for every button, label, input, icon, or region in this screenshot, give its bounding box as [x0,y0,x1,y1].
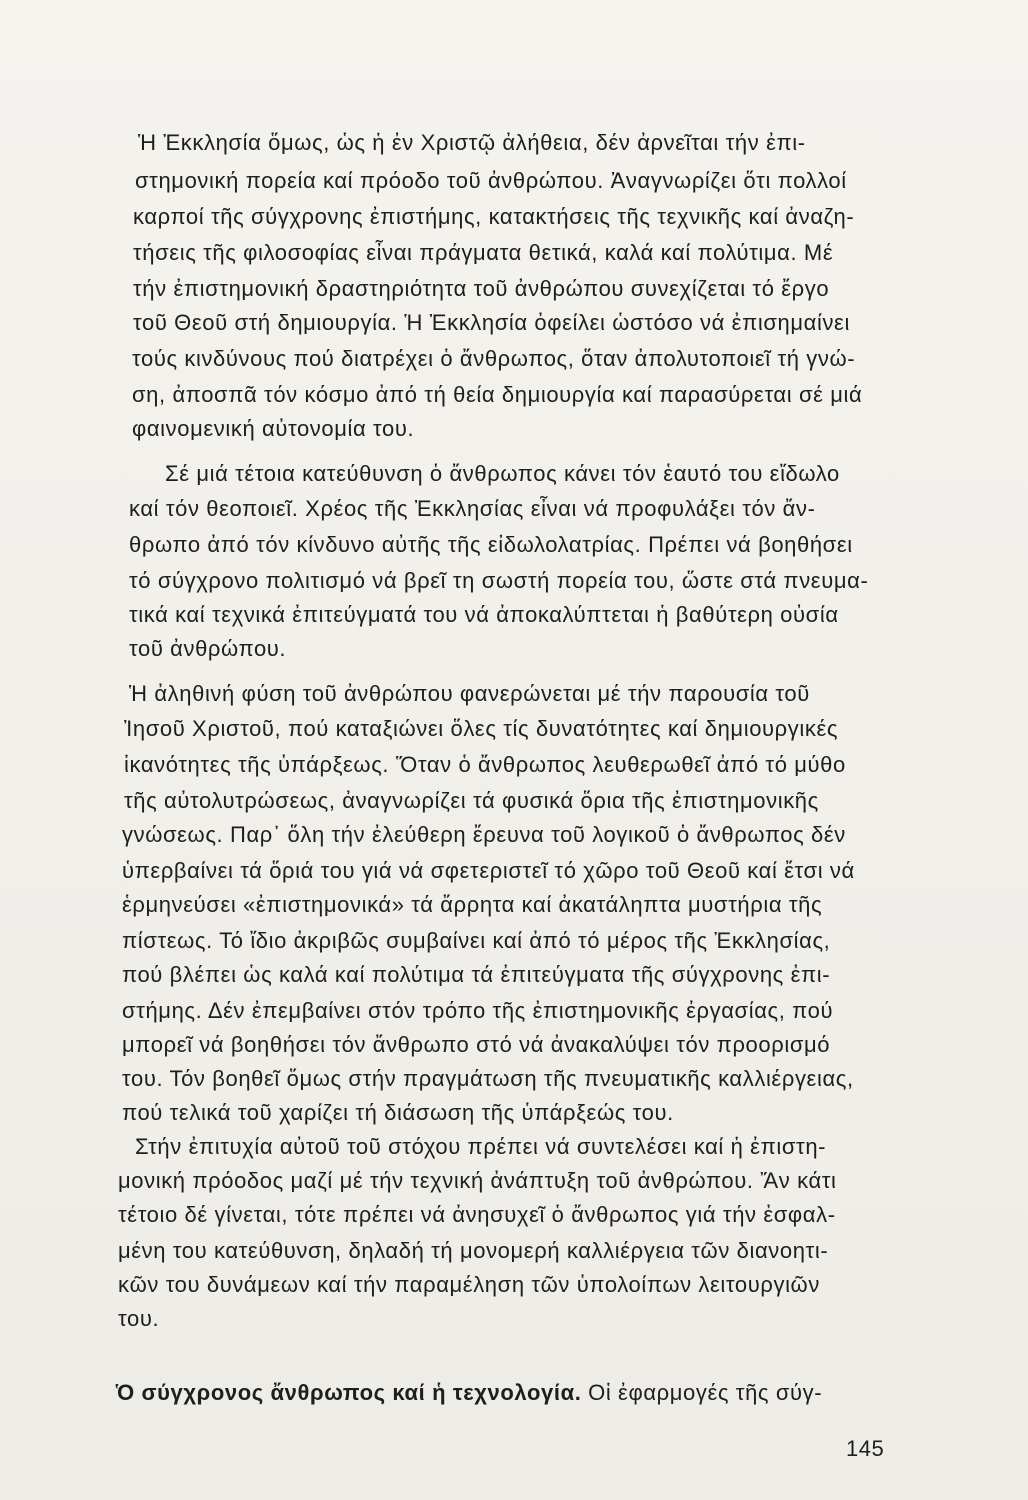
line-text: τούς κινδύνους πού διατρέχει ὁ ἄνθρωπος, ὅταν ἀπολυτοποιεῖ τή γνώ- [132,346,856,371]
line-text: πίστεως. Τό ἴδιο ἀκριβῶς συμβαίνει καί ἀπό τό μέρος τῆς Ἐκκλησίας, [122,928,831,953]
line-text: τοῦ ἀνθρώπου. [129,636,287,661]
line-text: στημονική πορεία καί πρόοδο τοῦ ἀνθρώπου. Ἀναγνωρίζει ὅτι πολλοί [135,168,847,193]
line-text: Ἰησοῦ Χριστοῦ, πού καταξιώνει ὅλες τίς δυνατότητες καί δημιουργικές [124,716,839,741]
line-text: τικά καί τεχνικά ἐπιτεύγματά του νά ἀποκαλύπτεται ἡ βαθύτερη οὐσία [129,602,839,627]
line-text: Στήν ἐπιτυχία αὐτοῦ τοῦ στόχου πρέπει νά συντελέσει καί ἡ ἐπιστη- [135,1134,827,1159]
line-text: κῶν του δυνάμεων καί τήν παραμέληση τῶν ὑπολοίπων λειτουργιῶν [118,1272,820,1297]
line-text: μένη του κατεύθυνση, δηλαδή τή μονομερή καλλιέργεια τῶν διανοητι- [118,1238,829,1263]
line-text: τοῦ Θεοῦ στή δημιουργία. Ἡ Ἐκκλησία ὀφείλει ὡστόσο νά ἐπισημαίνει [133,310,850,335]
line-text: Ἡ Ἐκκλησία ὅμως, ὡς ἡ ἐν Χριστῷ ἀλήθεια, δέν ἀρνεῖται τήν ἐπι- [138,130,806,155]
line-text: πού τελικά τοῦ χαρίζει τή διάσωση τῆς ὑπάρξεώς του. [122,1100,674,1125]
line-text: Σέ μιά τέτοια κατεύθυνση ὁ ἄνθρωπος κάνει τόν ἑαυτό του εἴδωλο [165,461,840,486]
line-text: ἱκανότητες τῆς ὑπάρξεως. Ὅταν ὁ ἄνθρωπος λευθερωθεῖ ἀπό τό μύθο [124,752,846,777]
line-text: στήμης. Δέν ἐπεμβαίνει στόν τρόπο τῆς ἐπιστημονικῆς ἐργασίας, πού [122,998,834,1023]
line-text: μπορεῖ νά βοηθήσει τόν ἄνθρωπο στό νά ἀνακαλύψει τόν προορισμό [122,1032,831,1057]
line-text: ὑπερβαίνει τά ὅριά του γιά νά σφετεριστεῖ τό χῶρο τοῦ Θεοῦ καί ἔτσι νά [122,858,855,883]
line-text: τήσεις τῆς φιλοσοφίας εἶναι πράγματα θετικά, καλά καί πολύτιμα. Μέ [133,240,834,265]
line-text: γνώσεως. Παρ᾽ ὅλη τήν ἐλεύθερη ἔρευνα τοῦ λογικοῦ ὁ ἄνθρωπος δέν [122,822,846,847]
line-text: καί τόν θεοποιεῖ. Χρέος τῆς Ἐκκλησίας εἶναι νά προφυλάξει τόν ἄν- [129,496,816,521]
line-text: ση, ἀποσπᾶ τόν κόσμο ἀπό τή θεία δημιουργία καί παρασύρεται σέ μιά [132,382,863,407]
line-text: τῆς αὐτολυτρώσεως, ἀναγνωρίζει τά φυσικά ὅρια τῆς ἐπιστημονικῆς [124,788,819,813]
line-text: καρποί τῆς σύγχρονης ἐπιστήμης, κατακτήσεις τῆς τεχνικῆς καί ἀναζη- [133,204,855,229]
line-text: του. [118,1306,160,1331]
line-text: ἑρμηνεύσει «ἐπιστημονικά» τά ἄρρητα καί ἀκατάληπτα μυστήρια τῆς [122,892,823,917]
line-text: φαινομενική αὐτονομία του. [132,416,415,441]
page-number: 145 [846,1436,885,1461]
section-heading-wrap [116,1378,822,1408]
line-text: πού βλέπει ὡς καλά καί πολύτιμα τά ἐπιτεύγματα τῆς σύγχρονης ἐπι- [122,962,831,987]
line-text: τό σύγχρονο πολιτισμό νά βρεῖ τη σωστή πορεία του, ὥστε στά πνευμα- [129,568,869,593]
line-text: του. Τόν βοηθεῖ ὅμως στήν πραγμάτωση τῆς πνευματικῆς καλλιέργειας, [122,1066,854,1091]
section-heading-rest: Οἱ ἐφαρμογές τῆς σύγ- [581,1380,823,1405]
line-text: μονική πρόοδος μαζί μέ τήν τεχνική ἀνάπτυξη τοῦ ἀνθρώπου. Ἄν κάτι [118,1168,837,1193]
line-text: Ἡ ἀληθινή φύση τοῦ ἀνθρώπου φανερώνεται μέ τήν παρουσία τοῦ [129,681,810,706]
line-text: τήν ἐπιστημονική δραστηριότητα τοῦ ἀνθρώπου συνεχίζεται τό ἔργο [133,276,830,301]
line-text: θρωπο ἀπό τόν κίνδυνο αὐτῆς τῆς εἰδωλολατρίας. Πρέπει νά βοηθήσει [129,532,853,557]
section-heading: Ὁ σύγχρονος ἄνθρωπος καί ἡ τεχνολογία. [116,1380,582,1405]
line-text: τέτοιο δέ γίνεται, τότε πρέπει νά ἀνησυχεῖ ὁ ἄνθρωπος γιά τήν ἐσφαλ- [118,1202,836,1227]
